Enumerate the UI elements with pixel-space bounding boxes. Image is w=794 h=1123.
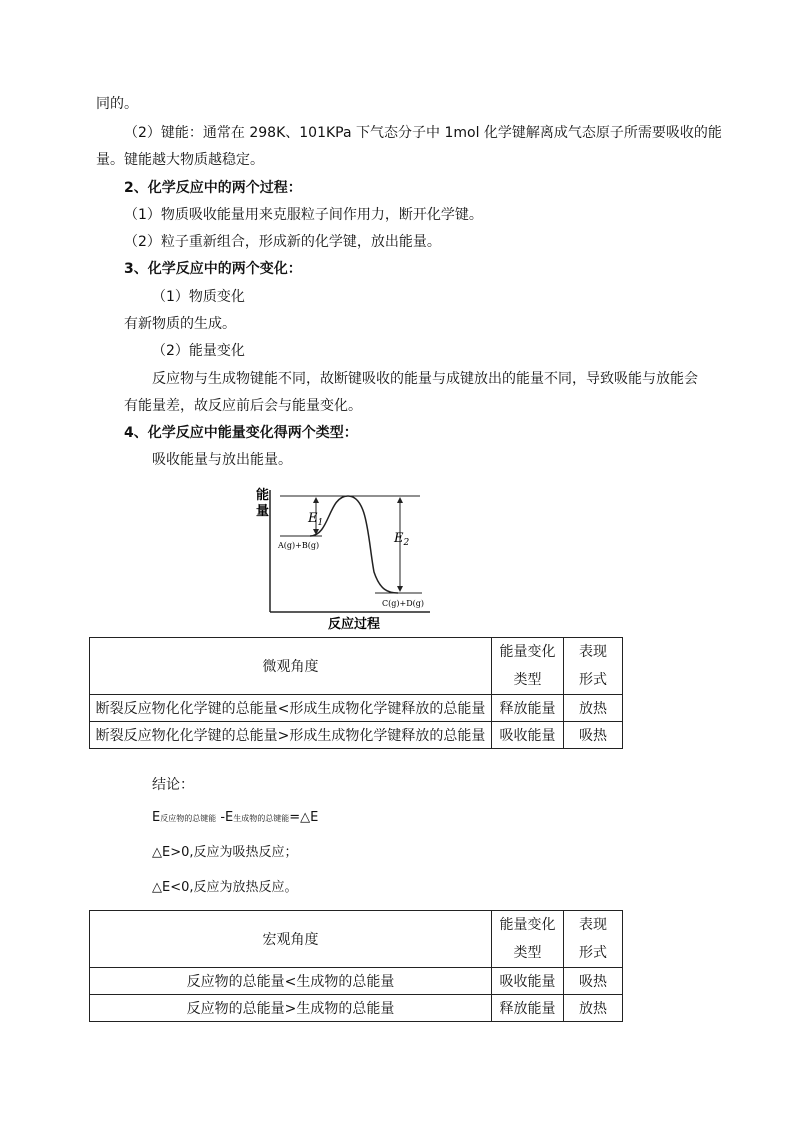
table-cell: 吸收能量 — [492, 968, 564, 995]
macro-table — [89, 910, 623, 1022]
table-cell: 放热 — [564, 695, 623, 722]
text-line: 有新物质的生成。 — [124, 316, 236, 332]
table-cell: 放热 — [564, 995, 623, 1022]
diagram-xlabel: 反应过程 — [328, 617, 381, 632]
section-heading: 4、化学反应中能量变化得两个类型： — [124, 425, 358, 441]
energy-diagram — [250, 482, 440, 632]
formula-part: =△E — [289, 810, 319, 825]
text-line: 吸收能量与放出能量。 — [152, 452, 292, 468]
micro-table — [89, 637, 623, 749]
table-header-cell — [564, 911, 623, 968]
table-cell: 释放能量 — [492, 695, 564, 722]
table-cell: 断裂反应物化化学键的总能量>形成生成物化学键释放的总能量 — [90, 722, 492, 749]
e1-label: $E_1$ — [308, 511, 324, 528]
table-cell: 吸热 — [564, 968, 623, 995]
formula-subscript: 生成物的总键能 — [233, 814, 290, 823]
text-line: （1）物质变化 — [152, 289, 245, 305]
e2-label: $E_2$ — [394, 531, 410, 548]
text-line: （2）粒子重新组合，形成新的化学键，放出能量。 — [124, 234, 441, 250]
table-row — [90, 968, 623, 995]
header-text: 类型 — [513, 672, 542, 688]
diagram-ylabel-1: 能 — [256, 488, 270, 503]
text-line: 量。键能越大物质越稳定。 — [96, 152, 264, 168]
e1-arrowhead-top — [313, 497, 319, 503]
product-label: C(g)+D(g) — [382, 599, 424, 608]
header-text: 类型 — [513, 945, 542, 961]
e2-arrowhead-top — [397, 497, 403, 503]
conclusion-title: 结论： — [152, 777, 194, 793]
table-cell: 释放能量 — [492, 995, 564, 1022]
table-row — [90, 695, 623, 722]
table-header-cell: 宏观角度 — [90, 911, 492, 968]
table-cell: 断裂反应物化化学键的总能量<形成生成物化学键释放的总能量 — [90, 695, 492, 722]
energy-formula — [152, 808, 318, 829]
text-line: 反应物与生成物键能不同，故断键吸收的能量与成键放出的能量不同，导致吸能与放能会 — [152, 371, 698, 387]
table-cell: 吸收能量 — [492, 722, 564, 749]
table-row — [90, 995, 623, 1022]
table-header-cell — [492, 638, 564, 695]
e2-arrowhead-bottom — [397, 586, 403, 592]
table-header-cell — [492, 911, 564, 968]
conclusion-line: △E<0,反应为放热反应。 — [152, 880, 298, 895]
text-line: （2）键能：通常在 298K、101KPa 下气态分子中 1mol 化学键解离成气态原子所需要吸收的能 — [124, 125, 722, 141]
table-cell: 吸热 — [564, 722, 623, 749]
section-heading: 2、化学反应中的两个过程： — [124, 180, 302, 196]
section-heading: 3、化学反应中的两个变化： — [124, 261, 302, 277]
text-line: 有能量差，故反应前后会与能量变化。 — [124, 398, 362, 414]
table-row — [90, 722, 623, 749]
text-line: （2）能量变化 — [152, 343, 245, 359]
header-text: 表现 — [579, 644, 607, 660]
conclusion-line: △E>0,反应为吸热反应； — [152, 845, 298, 860]
header-text: 能量变化 — [499, 644, 556, 660]
text-line: （1）物质吸收能量用来克服粒子间作用力，断开化学键。 — [124, 207, 483, 223]
table-header-cell — [564, 638, 623, 695]
text-line: 同的。 — [96, 96, 138, 112]
table-cell: 反应物的总能量<生成物的总能量 — [90, 968, 492, 995]
formula-part: E — [152, 810, 161, 825]
header-text: 形式 — [579, 672, 607, 688]
reactant-label: A(g)+B(g) — [278, 541, 320, 550]
table-header-cell: 微观角度 — [90, 638, 492, 695]
header-text: 表现 — [579, 917, 607, 933]
energy-curve — [310, 496, 398, 593]
header-text: 形式 — [579, 945, 607, 961]
formula-part: -E — [220, 810, 234, 825]
header-text: 能量变化 — [499, 917, 556, 933]
diagram-ylabel-2: 量 — [256, 504, 270, 519]
table-cell: 反应物的总能量>生成物的总能量 — [90, 995, 492, 1022]
formula-subscript: 反应物的总键能 — [160, 814, 217, 823]
